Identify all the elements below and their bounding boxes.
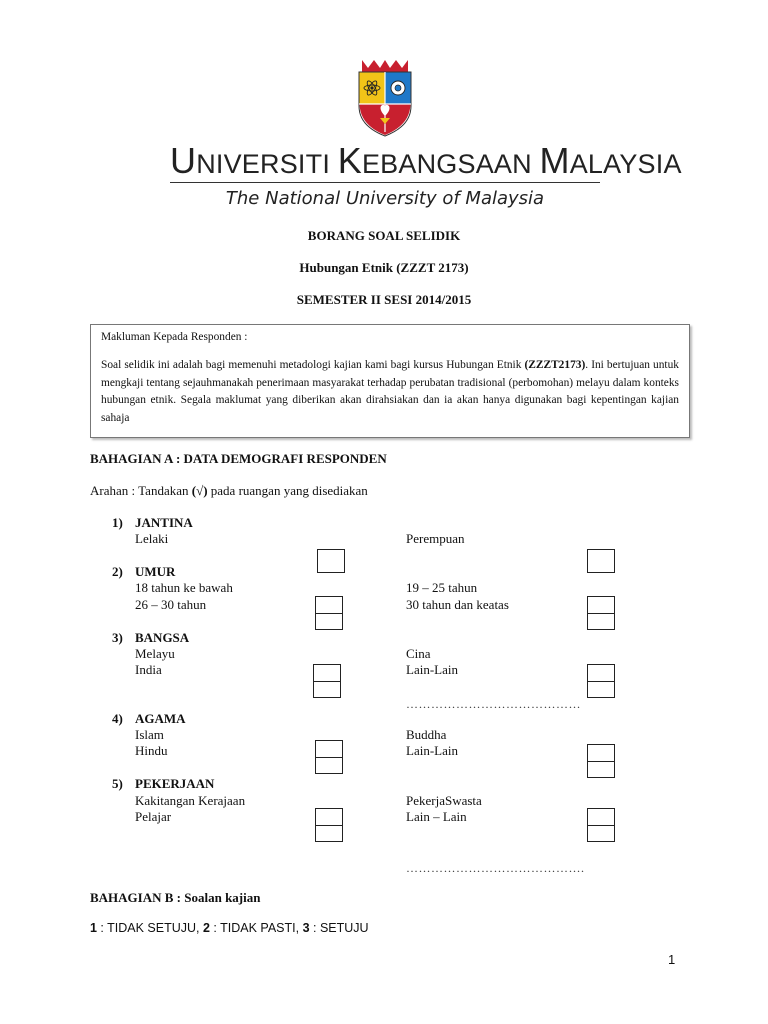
option-label: Buddha xyxy=(406,727,447,742)
option-label: Pelajar xyxy=(135,809,172,824)
checkbox-perempuan[interactable] xyxy=(587,549,615,573)
rating-scale-legend: 1 : TIDAK SETUJU, 2 : TIDAK PASTI, 3 : SETUJU xyxy=(90,921,369,935)
checkbox-pair-umur-left[interactable] xyxy=(315,596,343,630)
page-number: 1 xyxy=(668,952,676,967)
checkbox-pair-agama-left[interactable] xyxy=(315,740,343,774)
option-label: 26 – 30 tahun xyxy=(135,597,207,612)
question-label-pekerjaan: PEKERJAAN xyxy=(135,776,215,791)
option-label: Cina xyxy=(406,646,431,661)
option-label: 19 – 25 tahun xyxy=(406,580,478,595)
option-label: Lain-Lain xyxy=(406,662,458,677)
ukm-crest-logo xyxy=(356,58,414,138)
question-number: 1) xyxy=(112,515,123,530)
option-label: 30 tahun dan keatas xyxy=(406,597,509,612)
respondent-notice-box xyxy=(90,324,690,438)
question-number: 5) xyxy=(112,776,123,791)
option-label: India xyxy=(135,662,162,677)
notice-body: Soal selidik ini adalah bagi memenuhi metadologi kajian kami bagi kursus Hubungan Etnik (ZZZT2173). Ini bertujuan untuk mengkaji tentang sejauhmanakah penerimaan masyarakat terhadap perubatan tradisional (perbomohan) melayu dalam konteks hubungan etnik. Segala maklumat yang diberikan akan dirahsiakan dan ia akan hanya digunakan bagi kepentingan kajian sahaja xyxy=(101,359,679,424)
checkbox-pair-bangsa-left[interactable] xyxy=(313,664,341,698)
header-divider xyxy=(170,182,600,183)
notice-heading: Makluman Kepada Responden : xyxy=(101,331,248,343)
section-b-title: BAHAGIAN B : Soalan kajian xyxy=(90,890,261,905)
option-label: Melayu xyxy=(135,646,175,661)
course-title: Hubungan Etnik (ZZZT 2173) xyxy=(299,260,469,275)
semester-title: SEMESTER II SESI 2014/2015 xyxy=(296,292,472,307)
question-label-agama: AGAMA xyxy=(135,711,186,726)
option-label: Perempuan xyxy=(406,531,465,546)
question-label-jantina: JANTINA xyxy=(135,515,193,530)
university-name: UNIVERSITI KEBANGSAAN MALAYSIA xyxy=(170,140,682,181)
checkbox-pair-pekerjaan-right[interactable] xyxy=(587,808,615,842)
question-number: 2) xyxy=(112,564,123,579)
checkbox-pair-pekerjaan-left[interactable] xyxy=(315,808,343,842)
option-label: Lain-Lain xyxy=(406,743,458,758)
question-label-umur: UMUR xyxy=(135,564,176,579)
option-label: 18 tahun ke bawah xyxy=(135,580,233,595)
question-number: 4) xyxy=(112,711,123,726)
university-subtitle: The National University of Malaysia xyxy=(225,188,545,209)
checkbox-pair-agama-right[interactable] xyxy=(587,744,615,778)
section-a-instruction: Arahan : Tandakan (√) pada ruangan yang disediakan xyxy=(90,483,368,498)
option-label: Islam xyxy=(135,727,164,742)
option-label: Lelaki xyxy=(135,531,169,546)
other-specify-line[interactable]: …………………………………… xyxy=(406,697,581,711)
option-label: Lain – Lain xyxy=(406,809,467,824)
question-label-bangsa: BANGSA xyxy=(135,630,190,645)
option-label: Hindu xyxy=(135,743,168,758)
option-label: Kakitangan Kerajaan xyxy=(135,793,246,808)
section-a-title: BAHAGIAN A : DATA DEMOGRAFI RESPONDEN xyxy=(90,451,387,466)
option-label: PekerjaSwasta xyxy=(406,793,482,808)
other-specify-line[interactable]: ……………………………………. xyxy=(406,861,585,875)
checkbox-pair-bangsa-right[interactable] xyxy=(587,664,615,698)
checkbox-pair-umur-right[interactable] xyxy=(587,596,615,630)
checkbox-lelaki[interactable] xyxy=(317,549,345,573)
question-number: 3) xyxy=(112,630,123,645)
form-title: BORANG SOAL SELIDIK xyxy=(307,228,461,243)
